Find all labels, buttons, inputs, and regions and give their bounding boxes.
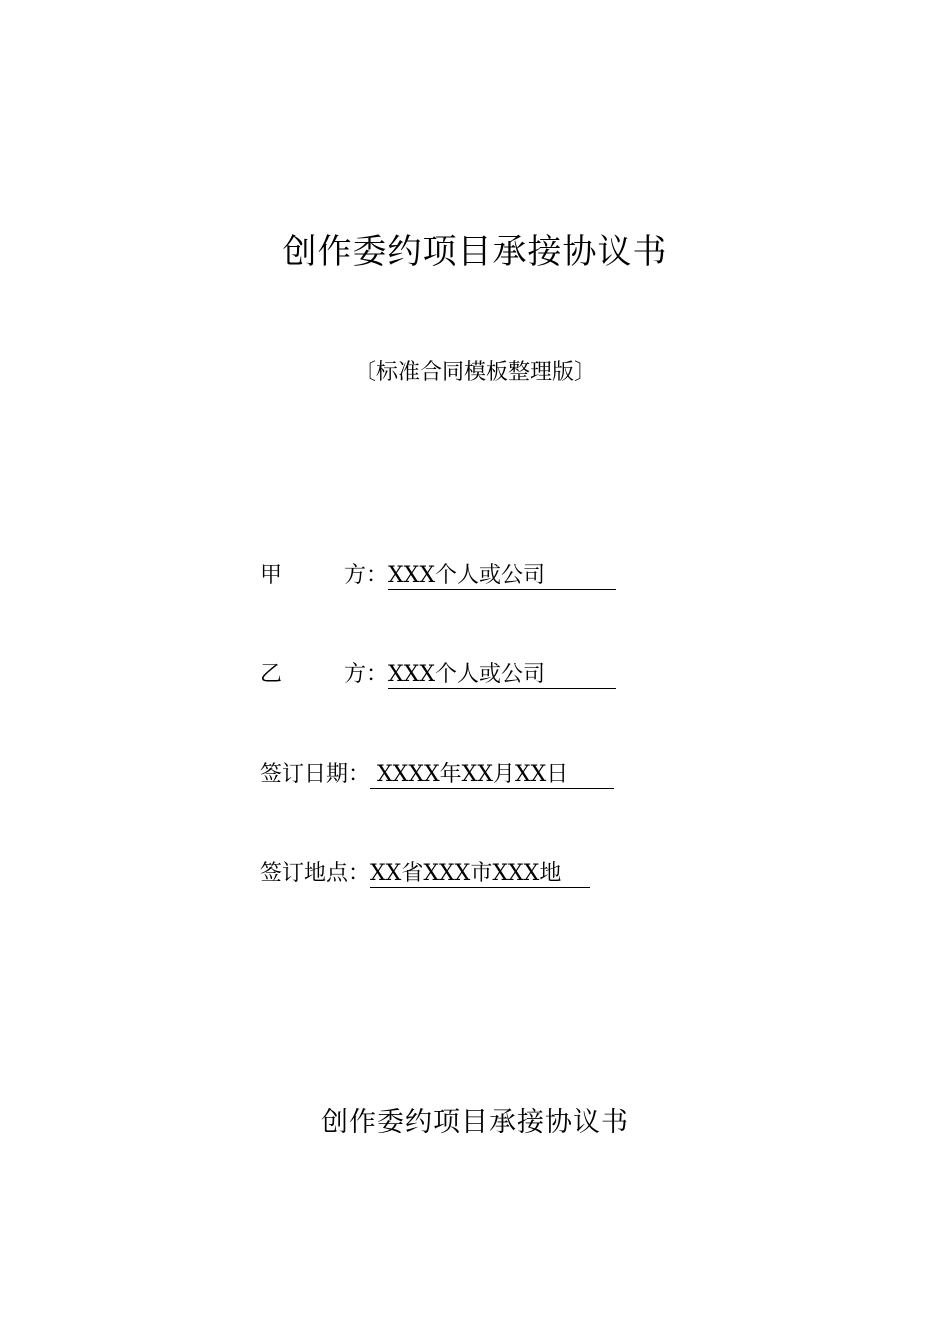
party-a-label bbox=[260, 559, 388, 593]
document-subtitle: 〔标准合同模板整理版〕 bbox=[353, 360, 596, 385]
party-b-field bbox=[260, 658, 616, 692]
sign-date-value: XXXX年XX月XX日 bbox=[370, 762, 614, 789]
document-title: 创作委约项目承接协议书 bbox=[282, 232, 668, 272]
party-a-label-last: 方： bbox=[343, 563, 388, 588]
party-b-label bbox=[260, 658, 388, 692]
document-title-repeat: 创作委约项目承接协议书 bbox=[321, 1107, 629, 1138]
sign-place-field bbox=[260, 857, 590, 891]
sign-date-field bbox=[260, 758, 614, 792]
party-b-label-first: 乙 bbox=[260, 662, 283, 687]
sign-date-label: 签订日期： bbox=[260, 762, 371, 787]
party-a-value: XXX个人或公司 bbox=[388, 563, 616, 590]
party-a-label-first: 甲 bbox=[260, 563, 283, 588]
sign-place-label: 签订地点： bbox=[260, 861, 371, 886]
party-a-field bbox=[260, 559, 616, 593]
party-b-label-last: 方： bbox=[343, 662, 388, 687]
party-b-value: XXX个人或公司 bbox=[388, 662, 616, 689]
sign-place-value: XX省XXX市XXX地 bbox=[370, 861, 590, 888]
